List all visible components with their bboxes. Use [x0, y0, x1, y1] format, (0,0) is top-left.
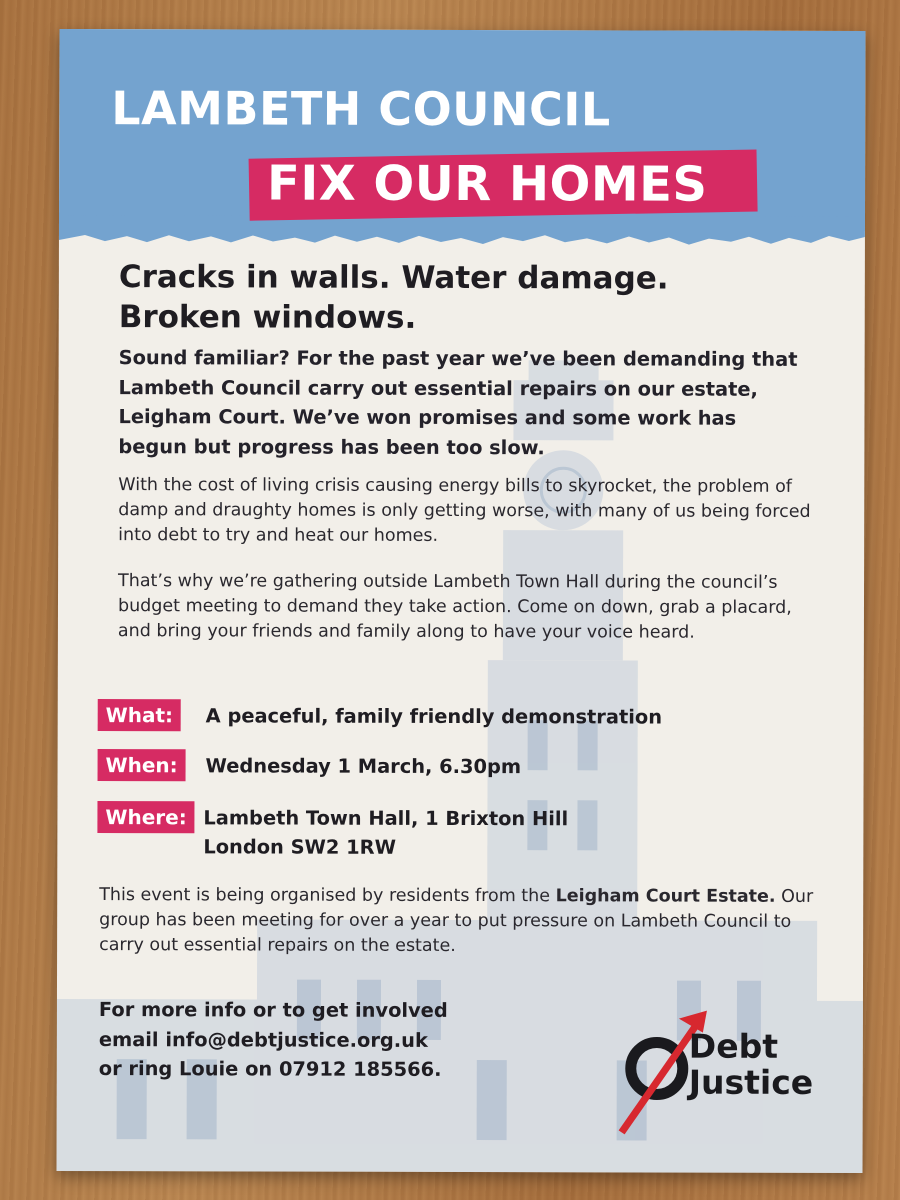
lead-paragraph: Sound familiar? For the past year we’ve been demanding that Lambeth Council carry out essential repairs on our estate, Leigham Court. We’ve won promises and some work has begun but progress has been too slow.: [118, 346, 798, 459]
headline-line1: Cracks in walls. Water damage.: [118, 259, 669, 297]
organiser-note-estate: Leigham Court Estate.: [555, 886, 776, 907]
when-label: When:: [98, 749, 186, 781]
what-value: A peaceful, family friendly demonstration: [205, 704, 663, 729]
banner-title-line1: LAMBETH COUNCIL: [111, 81, 611, 137]
banner-title-line2: FIX OUR HOMES: [267, 155, 708, 213]
paragraph-gathering: That’s why we’re gathering outside Lambeth Town Hall during the council’s budget meeting to demand they take action. Come on down, grab a placard, and bring your friends and family along to have your voice heard.: [117, 571, 792, 643]
contact-phone-line: or ring Louie on 07912 185566.: [98, 1057, 442, 1081]
contact-line1: For more info or to get involved: [98, 998, 448, 1022]
organiser-note-end: Our group has been meeting for over a year to put pressure on Lambeth Council to carry out essential repairs on the estate.: [99, 886, 814, 956]
when-value: Wednesday 1 March, 6.30pm: [205, 754, 522, 779]
flyer: [57, 29, 866, 1173]
torn-paper-edge: [59, 215, 865, 251]
headline: [119, 257, 759, 339]
contact-email-line: email info@debtjustice.org.uk: [98, 1027, 428, 1052]
logo-word-debt: Debt: [688, 1026, 779, 1066]
where-value-line2: London SW2 1RW: [203, 835, 397, 859]
what-label: What:: [98, 699, 181, 731]
where-value-line1: Lambeth Town Hall, 1 Brixton Hill: [203, 806, 569, 831]
organiser-note-start: This event is being organised by residents from the: [99, 885, 556, 907]
where-label: Where:: [97, 801, 194, 833]
organiser-note: [99, 883, 839, 960]
paragraph-cost-of-living: With the cost of living crisis causing energy bills to skyrocket, the problem of damp and draughty homes is only getting worse, with many of us being forced into debt to try and heat our homes.: [118, 475, 811, 546]
logo-word-justice: Justice: [688, 1062, 814, 1102]
contact-info: [99, 995, 519, 1085]
headline-line2: Broken windows.: [118, 299, 417, 336]
logo-wordmark: [688, 1026, 814, 1102]
